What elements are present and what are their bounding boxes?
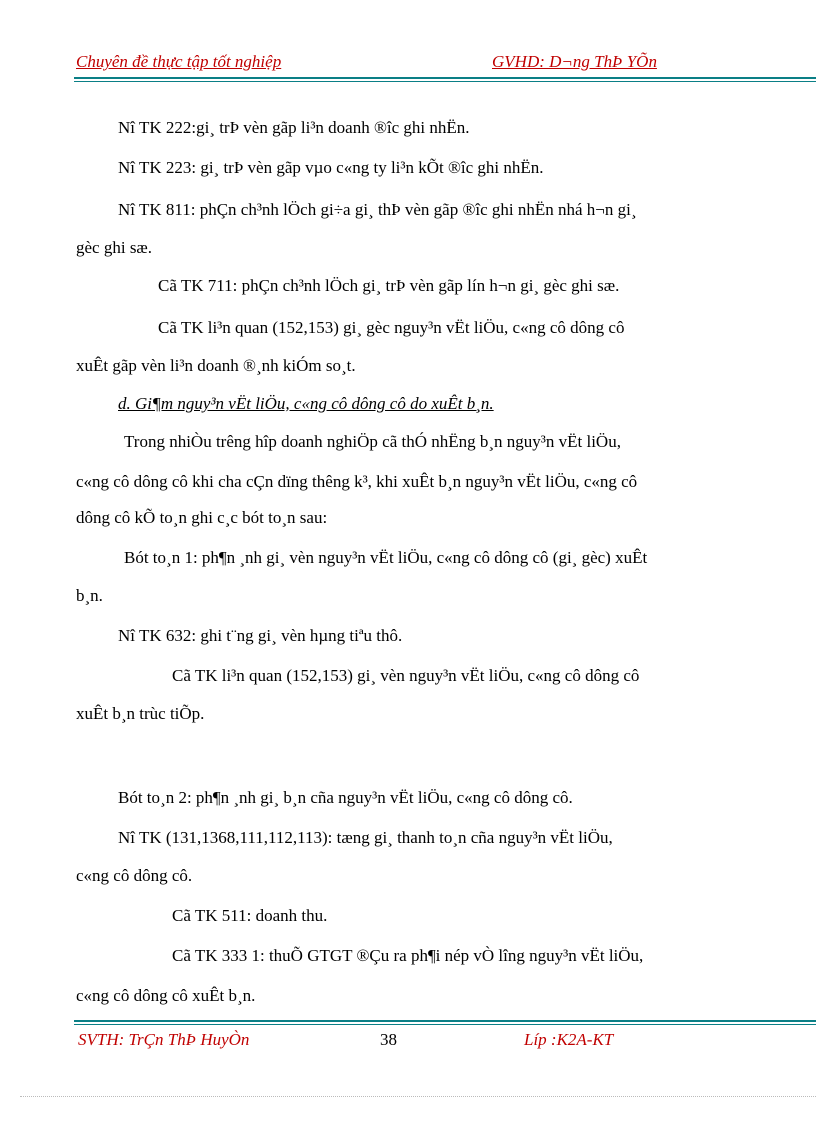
body-line-11: dông cô kÕ to¸n ghi c¸c bót to¸n sau:: [76, 508, 328, 527]
body-line-12: Bót to¸n 1: ph¶n ¸nh gi¸ vèn nguy³n vËt liÖu, c«ng cô dông cô (gi¸ gèc) xuÊt: [124, 548, 648, 567]
footer-class: Líp :K2A-KT: [524, 1030, 614, 1049]
header-rule: [74, 77, 816, 79]
page-bottom-dotted-line: [20, 1096, 816, 1097]
body-line-17: Bót to¸n 2: ph¶n ¸nh gi¸ b¸n cña nguy³n vËt liÖu, c«ng cô dông cô.: [118, 788, 573, 807]
section-heading: d. Gi¶m nguy³n vËt liÖu, c«ng cô dông cô do xuÊt b¸n.: [118, 394, 494, 413]
body-line-20: Cã TK 511: doanh thu.: [172, 906, 328, 925]
body-line-21: Cã TK 333 1: thuÕ GTGT ®Çu ra ph¶i nép vÒ lîng nguy³n vËt liÖu,: [172, 946, 644, 965]
body-line-19: c«ng cô dông cô.: [76, 866, 193, 885]
body-line-13: b¸n.: [76, 586, 103, 605]
body-line-6: Cã TK li³n quan (152,153) gi¸ gèc nguy³n vËt liÖu, c«ng cô dông cô: [158, 318, 625, 337]
header-rule-thin: [74, 81, 816, 82]
page-number: 38: [380, 1030, 397, 1049]
body-line-16: xuÊt b¸n trùc tiÕp.: [76, 704, 205, 723]
footer-rule: [74, 1020, 816, 1022]
footer-rule-thin: [74, 1024, 816, 1025]
body-line-22: c«ng cô dông cô xuÊt b¸n.: [76, 986, 256, 1005]
header-left: Chuyên đề thực tập tốt nghiệp: [76, 52, 282, 71]
header-right: GVHD: D¬ng ThÞ YÕn: [492, 52, 657, 71]
body-line-2: Nî TK 223: gi¸ trÞ vèn gãp vµo c«ng ty li³n kÕt ®îc ghi nhËn.: [118, 158, 544, 177]
footer-author: SVTH: TrÇn ThÞ HuyÒn: [78, 1030, 250, 1049]
body-line-14: Nî TK 632: ghi t¨ng gi¸ vèn hµng tiªu thô.: [118, 626, 403, 645]
body-line-7: xuÊt gãp vèn li³n doanh ®¸nh kiÓm so¸t.: [76, 356, 356, 375]
body-line-18: Nî TK (131,1368,111,112,113): tæng gi¸ thanh to¸n cña nguy³n vËt liÖu,: [118, 828, 613, 847]
body-line-3: Nî TK 811: phÇn ch³nh lÖch gi÷a gi¸ thÞ vèn gãp ®îc ghi nhËn nhá h¬n gi¸: [118, 200, 637, 219]
body-line-4: gèc ghi sæ.: [76, 238, 153, 257]
body-line-1: Nî TK 222:gi¸ trÞ vèn gãp li³n doanh ®îc ghi nhËn.: [118, 118, 470, 137]
body-line-10: c«ng cô dông cô khi cha cÇn dïng thêng k³, khi xuÊt b¸n nguy³n vËt liÖu, c«ng cô: [76, 472, 638, 491]
body-line-5: Cã TK 711: phÇn ch³nh lÖch gi¸ trÞ vèn gãp lín h¬n gi¸ gèc ghi sæ.: [158, 276, 620, 295]
body-line-9: Trong nhiÒu trêng hîp doanh nghiÖp cã thÓ nhËng b¸n nguy³n vËt liÖu,: [124, 432, 621, 451]
body-line-15: Cã TK li³n quan (152,153) gi¸ vèn nguy³n vËt liÖu, c«ng cô dông cô: [172, 666, 640, 685]
